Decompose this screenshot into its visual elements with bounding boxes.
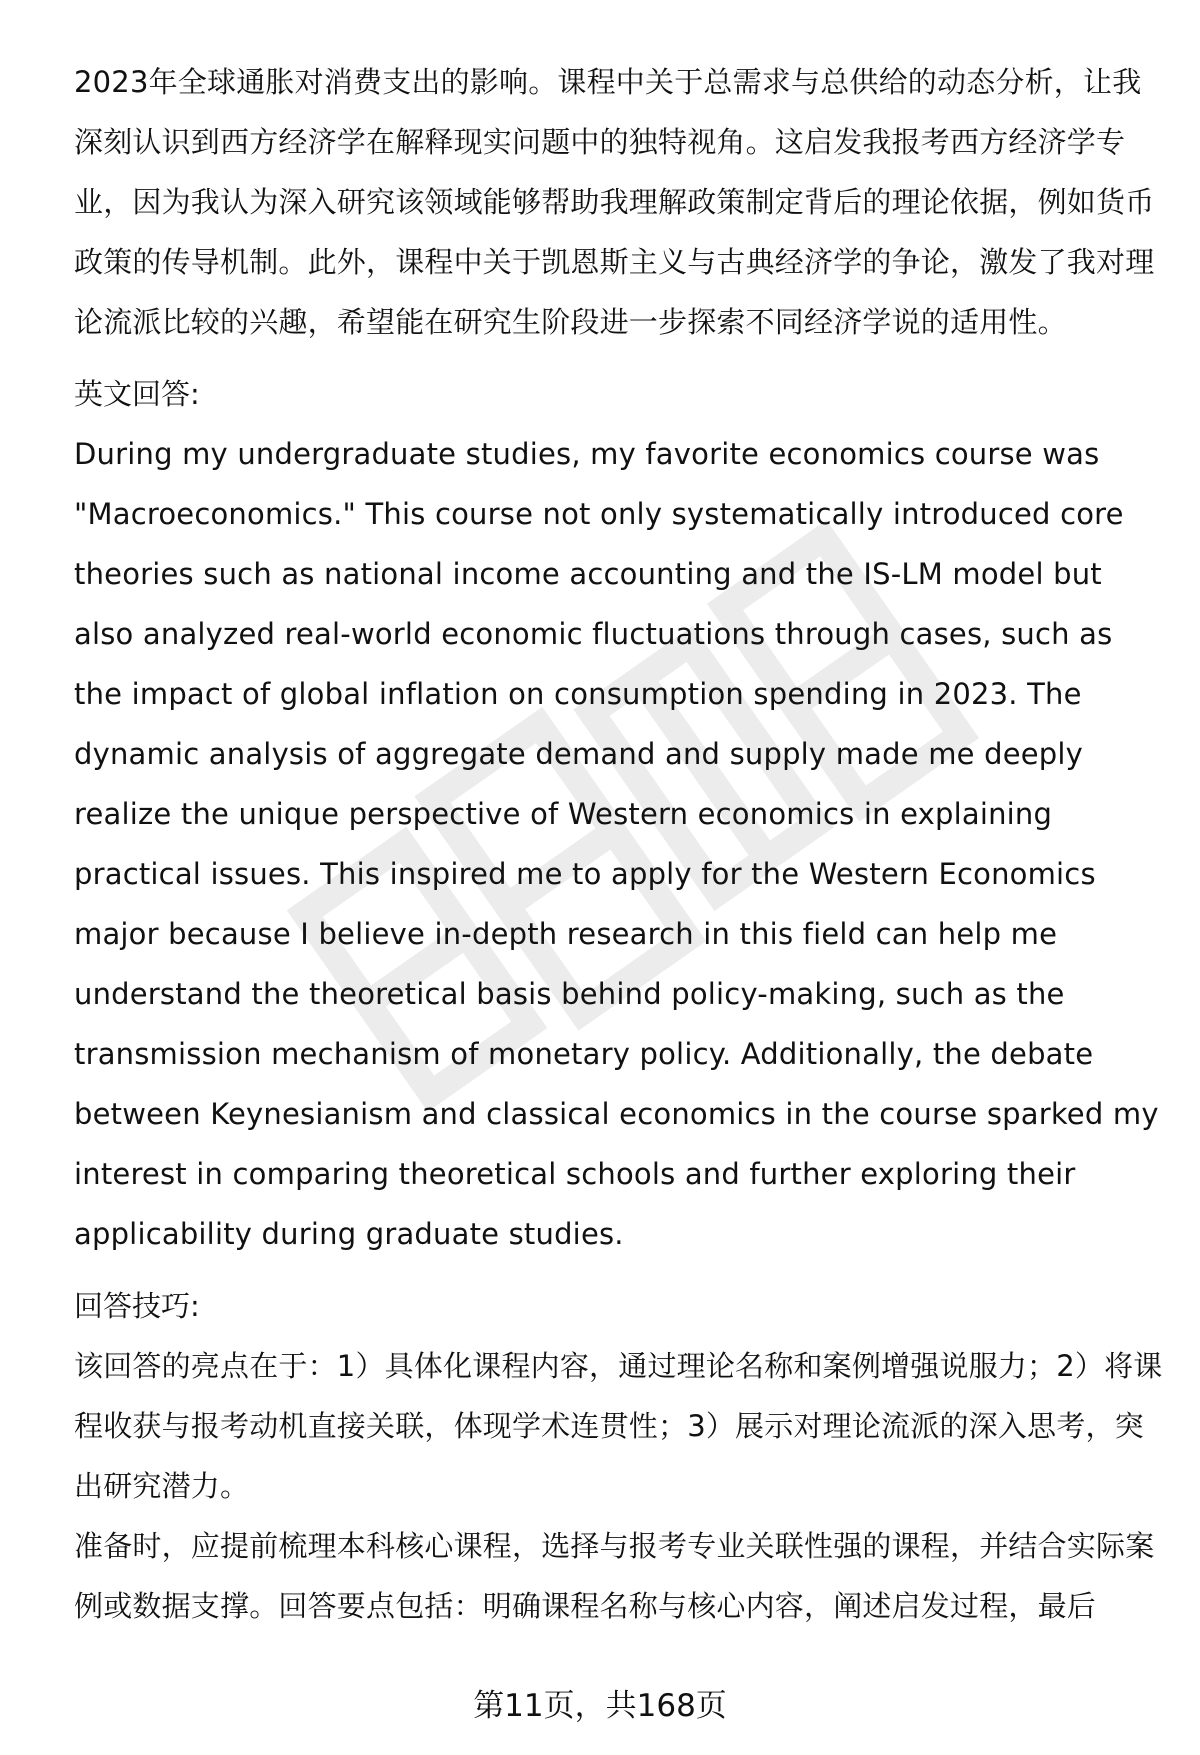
tips-heading: 回答技巧: [74, 1289, 200, 1323]
page-number-footer: 第11页，共168页 [473, 1688, 727, 1724]
tips-paragraph-1: 该回答的亮点在于：1）具体化课程内容，通过理论名称和案例增强说服力；2）将课程收获与报考动机直接关联，体现学术连贯性；3）展示对理论流派的深入思考，突出研究潜力。 [74, 1349, 1163, 1503]
tips-paragraph-2: 准备时，应提前梳理本科核心课程，选择与报考专业关联性强的课程，并结合实际案例或数据支撑。回答要点包括：明确课程名称与核心内容，阐述启发过程，最后 [74, 1529, 1155, 1623]
page-content [74, 52, 1164, 1636]
english-answer-heading: 英文回答: [74, 377, 200, 411]
intro-paragraph: 2023年全球通胀对消费支出的影响。课程中关于总需求与总供给的动态分析，让我深刻认识到西方经济学在解释现实问题中的独特视角。这启发我报考西方经济学专业，因为我认为深入研究该领域能够帮助我理解政策制定背后的理论依据，例如货币政策的传导机制。此外，课程中关于凯恩斯主义与古典经济学的争论，激发了我对理论流派比较的兴趣，希望能在研究生阶段进一步探索不同经济学说的适用性。 [74, 65, 1155, 339]
english-answer-paragraph: During my undergraduate studies, my favorite economics course was "Macroeconomics." This course not only systematically introduced core theories such as national income accounting and the IS-LM model but also analyzed real-world economic fluctuations through cases, such as the impact of global inflation on consumption spending in 2023. The dynamic analysis of aggregate demand and supply made me deeply realize the unique perspective of Western economics in explaining practical issues. This inspired me to apply for the Western Economics major because I believe in-depth research in this field can help me understand the theoretical basis behind policy-making, such as the transmission mechanism of monetary policy. Additionally, the debate between Keynesianism and classical economics in the course sparked my interest in comparing theoretical schools and further exploring their applicability during graduate studies. [74, 437, 1159, 1251]
